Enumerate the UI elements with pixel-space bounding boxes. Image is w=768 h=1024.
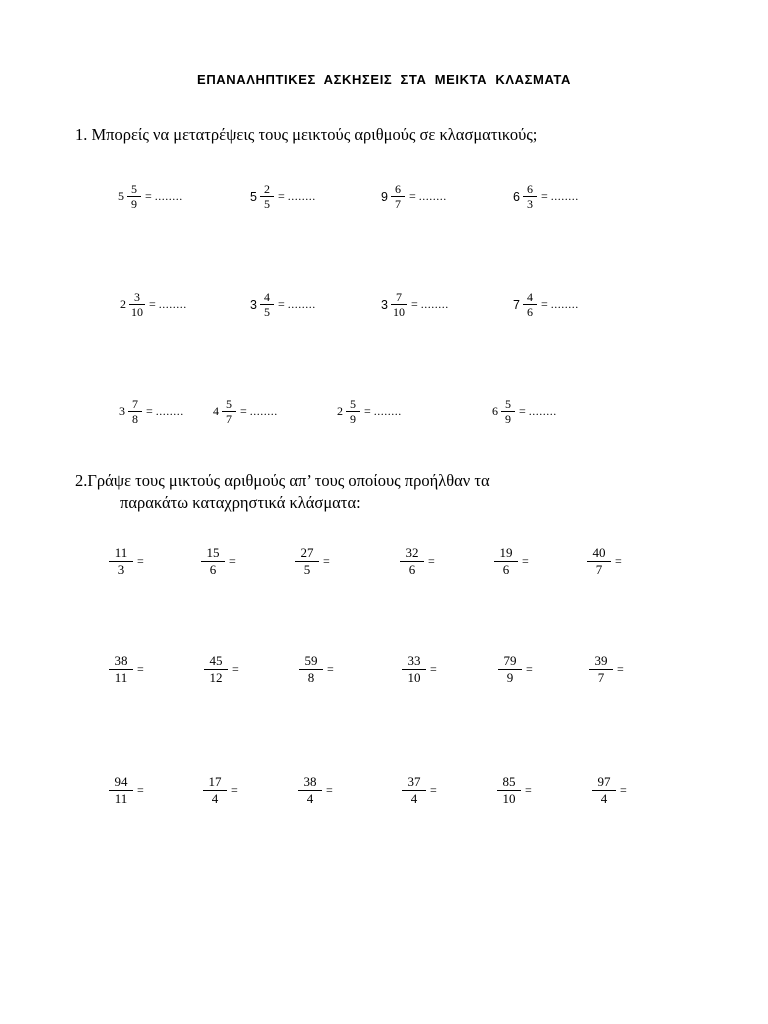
equals-sign: = [327, 662, 334, 676]
denominator: 10 [131, 305, 143, 319]
numerator: 39 [594, 653, 608, 668]
denominator: 5 [260, 304, 274, 319]
fraction [400, 545, 424, 578]
numerator: 19 [499, 545, 513, 560]
fraction [298, 774, 322, 807]
numerator: 59 [304, 653, 318, 668]
equals-sign: = [615, 554, 622, 568]
equals-sign: = [229, 554, 236, 568]
improper-fraction-item [107, 774, 144, 807]
improper-fraction-item [590, 774, 627, 807]
mixed-number-item [381, 290, 449, 319]
fraction [128, 397, 142, 426]
answer-blank[interactable]: ........ [528, 404, 557, 418]
numerator: 5 [131, 182, 137, 196]
denominator: 8 [128, 411, 142, 426]
improper-fraction-item [201, 774, 238, 807]
whole-part: 9 [381, 189, 388, 204]
whole-part: 2 [120, 297, 126, 311]
numerator: 97 [597, 774, 611, 789]
numerator: 7 [132, 397, 138, 411]
fraction [346, 397, 360, 426]
fraction [203, 774, 227, 807]
answer-blank[interactable]: ........ [287, 297, 316, 311]
denominator: 4 [402, 790, 426, 807]
numerator: 40 [592, 545, 606, 560]
mixed-number-item [250, 290, 316, 319]
equals-sign: = [540, 189, 548, 203]
equals-sign: = [522, 554, 529, 568]
improper-fraction-item [585, 545, 622, 578]
numerator: 4 [263, 290, 270, 304]
improper-fraction-item [293, 545, 330, 578]
fraction [260, 290, 274, 319]
improper-fraction-item [587, 653, 624, 686]
mixed-number-item [250, 182, 316, 211]
numerator: 6 [394, 182, 401, 196]
denominator: 5 [295, 561, 319, 578]
fraction [127, 182, 141, 211]
whole-part: 4 [213, 404, 219, 418]
fraction [587, 545, 611, 578]
answer-blank[interactable]: ........ [420, 297, 449, 311]
denominator: 6 [201, 561, 225, 578]
denominator: 10 [402, 669, 426, 686]
whole-part: 3 [250, 297, 257, 312]
equals-sign: = [525, 783, 532, 797]
numerator: 38 [114, 653, 128, 668]
answer-blank[interactable]: ........ [373, 404, 402, 418]
numerator: 3 [134, 290, 140, 304]
denominator: 7 [589, 669, 613, 686]
numerator: 5 [505, 397, 511, 411]
fraction [109, 545, 133, 578]
exercise-2-prompt-line-1: 2.Γράψε τους μικτούς αριθμούς απ’ τους οποίους προήλθαν τα [75, 471, 490, 490]
fraction [391, 182, 405, 211]
denominator: 3 [523, 196, 537, 211]
fraction [260, 182, 274, 211]
whole-part: 7 [513, 297, 520, 312]
fraction [402, 774, 426, 807]
improper-fraction-item [398, 545, 435, 578]
denominator: 10 [497, 790, 521, 807]
numerator: 17 [208, 774, 222, 789]
numerator: 33 [407, 653, 421, 668]
equals-sign: = [620, 783, 627, 797]
fraction [204, 653, 228, 686]
denominator: 6 [523, 304, 537, 319]
mixed-number-item [120, 290, 187, 319]
denominator: 6 [400, 561, 424, 578]
improper-fraction-item [296, 774, 333, 807]
exercise-1-prompt: 1. Μπορείς να μετατρέψεις τους μεικτούς αριθμούς σε κλασματικούς; [75, 125, 538, 144]
denominator: 6 [494, 561, 518, 578]
improper-fraction-item [400, 774, 437, 807]
numerator: 85 [502, 774, 516, 789]
improper-fraction-item [495, 774, 532, 807]
equals-sign: = [277, 297, 285, 311]
equals-sign: = [364, 404, 371, 418]
numerator: 38 [303, 774, 317, 789]
equals-sign: = [231, 783, 238, 797]
improper-fraction-item [107, 545, 144, 578]
whole-part: 3 [119, 404, 125, 418]
mixed-number-item [513, 182, 579, 211]
numerator: 94 [114, 774, 128, 789]
fraction [222, 397, 236, 426]
denominator: 4 [298, 790, 322, 807]
mixed-number-item [337, 397, 402, 426]
answer-blank[interactable]: ........ [249, 404, 278, 418]
numerator: 2 [263, 182, 270, 196]
whole-part: 5 [118, 189, 124, 203]
fraction [592, 774, 616, 807]
denominator: 5 [260, 196, 274, 211]
denominator: 10 [392, 305, 405, 319]
answer-blank[interactable]: ........ [418, 189, 447, 203]
denominator: 11 [109, 669, 133, 686]
denominator: 9 [127, 196, 141, 211]
equals-sign: = [137, 554, 144, 568]
whole-part: 3 [381, 297, 388, 312]
equals-sign: = [232, 662, 239, 676]
fraction [523, 290, 537, 319]
equals-sign: = [526, 662, 533, 676]
equals-sign: = [540, 297, 548, 311]
equals-sign: = [430, 662, 437, 676]
denominator: 7 [587, 561, 611, 578]
denominator: 11 [109, 790, 133, 807]
mixed-number-item [213, 397, 278, 426]
answer-blank[interactable]: ........ [154, 189, 183, 203]
numerator: 37 [407, 774, 421, 789]
equals-sign: = [137, 662, 144, 676]
fraction [497, 774, 521, 807]
mixed-number-item [492, 397, 557, 426]
improper-fraction-item [297, 653, 334, 686]
equals-sign: = [410, 297, 418, 311]
fraction [391, 290, 407, 319]
numerator: 6 [526, 182, 533, 196]
fraction [129, 290, 145, 319]
answer-blank[interactable]: ........ [287, 189, 316, 203]
equals-sign: = [428, 554, 435, 568]
denominator: 7 [391, 196, 405, 211]
answer-blank[interactable]: ........ [155, 404, 184, 418]
numerator: 7 [395, 290, 402, 304]
denominator: 8 [299, 669, 323, 686]
numerator: 11 [114, 545, 128, 560]
exercise-2-prompt-line-2: παρακάτω καταχρηστικά κλάσματα: [120, 493, 361, 512]
whole-part: 5 [250, 189, 257, 204]
equals-sign: = [408, 189, 416, 203]
denominator: 9 [501, 411, 515, 426]
fraction [109, 774, 133, 807]
equals-sign: = [145, 189, 152, 203]
denominator: 7 [222, 411, 236, 426]
equals-sign: = [137, 783, 144, 797]
numerator: 15 [206, 545, 220, 560]
improper-fraction-item [199, 545, 236, 578]
answer-blank[interactable]: ........ [158, 297, 187, 311]
improper-fraction-item [492, 545, 529, 578]
numerator: 32 [405, 545, 419, 560]
equals-sign: = [277, 189, 285, 203]
equals-sign: = [323, 554, 330, 568]
mixed-number-item [513, 290, 579, 319]
denominator: 4 [592, 790, 616, 807]
answer-blank[interactable]: ........ [550, 297, 579, 311]
numerator: 5 [226, 397, 232, 411]
fraction [498, 653, 522, 686]
improper-fraction-item [202, 653, 239, 686]
worksheet-title: ΕΠΑΝΑΛΗΠΤΙΚΕΣ ΑΣΚΗΣΕΙΣ ΣΤΑ ΜΕΙΚΤΑ ΚΛΑΣΜΑΤΑ [197, 72, 571, 87]
whole-part: 6 [492, 404, 498, 418]
equals-sign: = [240, 404, 247, 418]
equals-sign: = [430, 783, 437, 797]
denominator: 9 [498, 669, 522, 686]
fraction [299, 653, 323, 686]
numerator: 27 [300, 545, 314, 560]
denominator: 4 [203, 790, 227, 807]
whole-part: 2 [337, 404, 343, 418]
mixed-number-item [381, 182, 447, 211]
fraction [402, 653, 426, 686]
equals-sign: = [146, 404, 153, 418]
fraction [494, 545, 518, 578]
numerator: 5 [350, 397, 356, 411]
mixed-number-item [118, 182, 183, 211]
fraction [109, 653, 133, 686]
improper-fraction-item [107, 653, 144, 686]
equals-sign: = [326, 783, 333, 797]
numerator: 4 [526, 290, 533, 304]
fraction [523, 182, 537, 211]
denominator: 12 [204, 669, 228, 686]
whole-part: 6 [513, 189, 520, 204]
denominator: 3 [109, 561, 133, 578]
denominator: 9 [346, 411, 360, 426]
improper-fraction-item [496, 653, 533, 686]
fraction [201, 545, 225, 578]
equals-sign: = [519, 404, 526, 418]
fraction [589, 653, 613, 686]
equals-sign: = [149, 297, 156, 311]
improper-fraction-item [400, 653, 437, 686]
mixed-number-item [119, 397, 184, 426]
numerator: 45 [209, 653, 223, 668]
numerator: 79 [503, 653, 517, 668]
answer-blank[interactable]: ........ [550, 189, 579, 203]
equals-sign: = [617, 662, 624, 676]
fraction [501, 397, 515, 426]
fraction [295, 545, 319, 578]
exercise-2-prompt [75, 470, 490, 514]
